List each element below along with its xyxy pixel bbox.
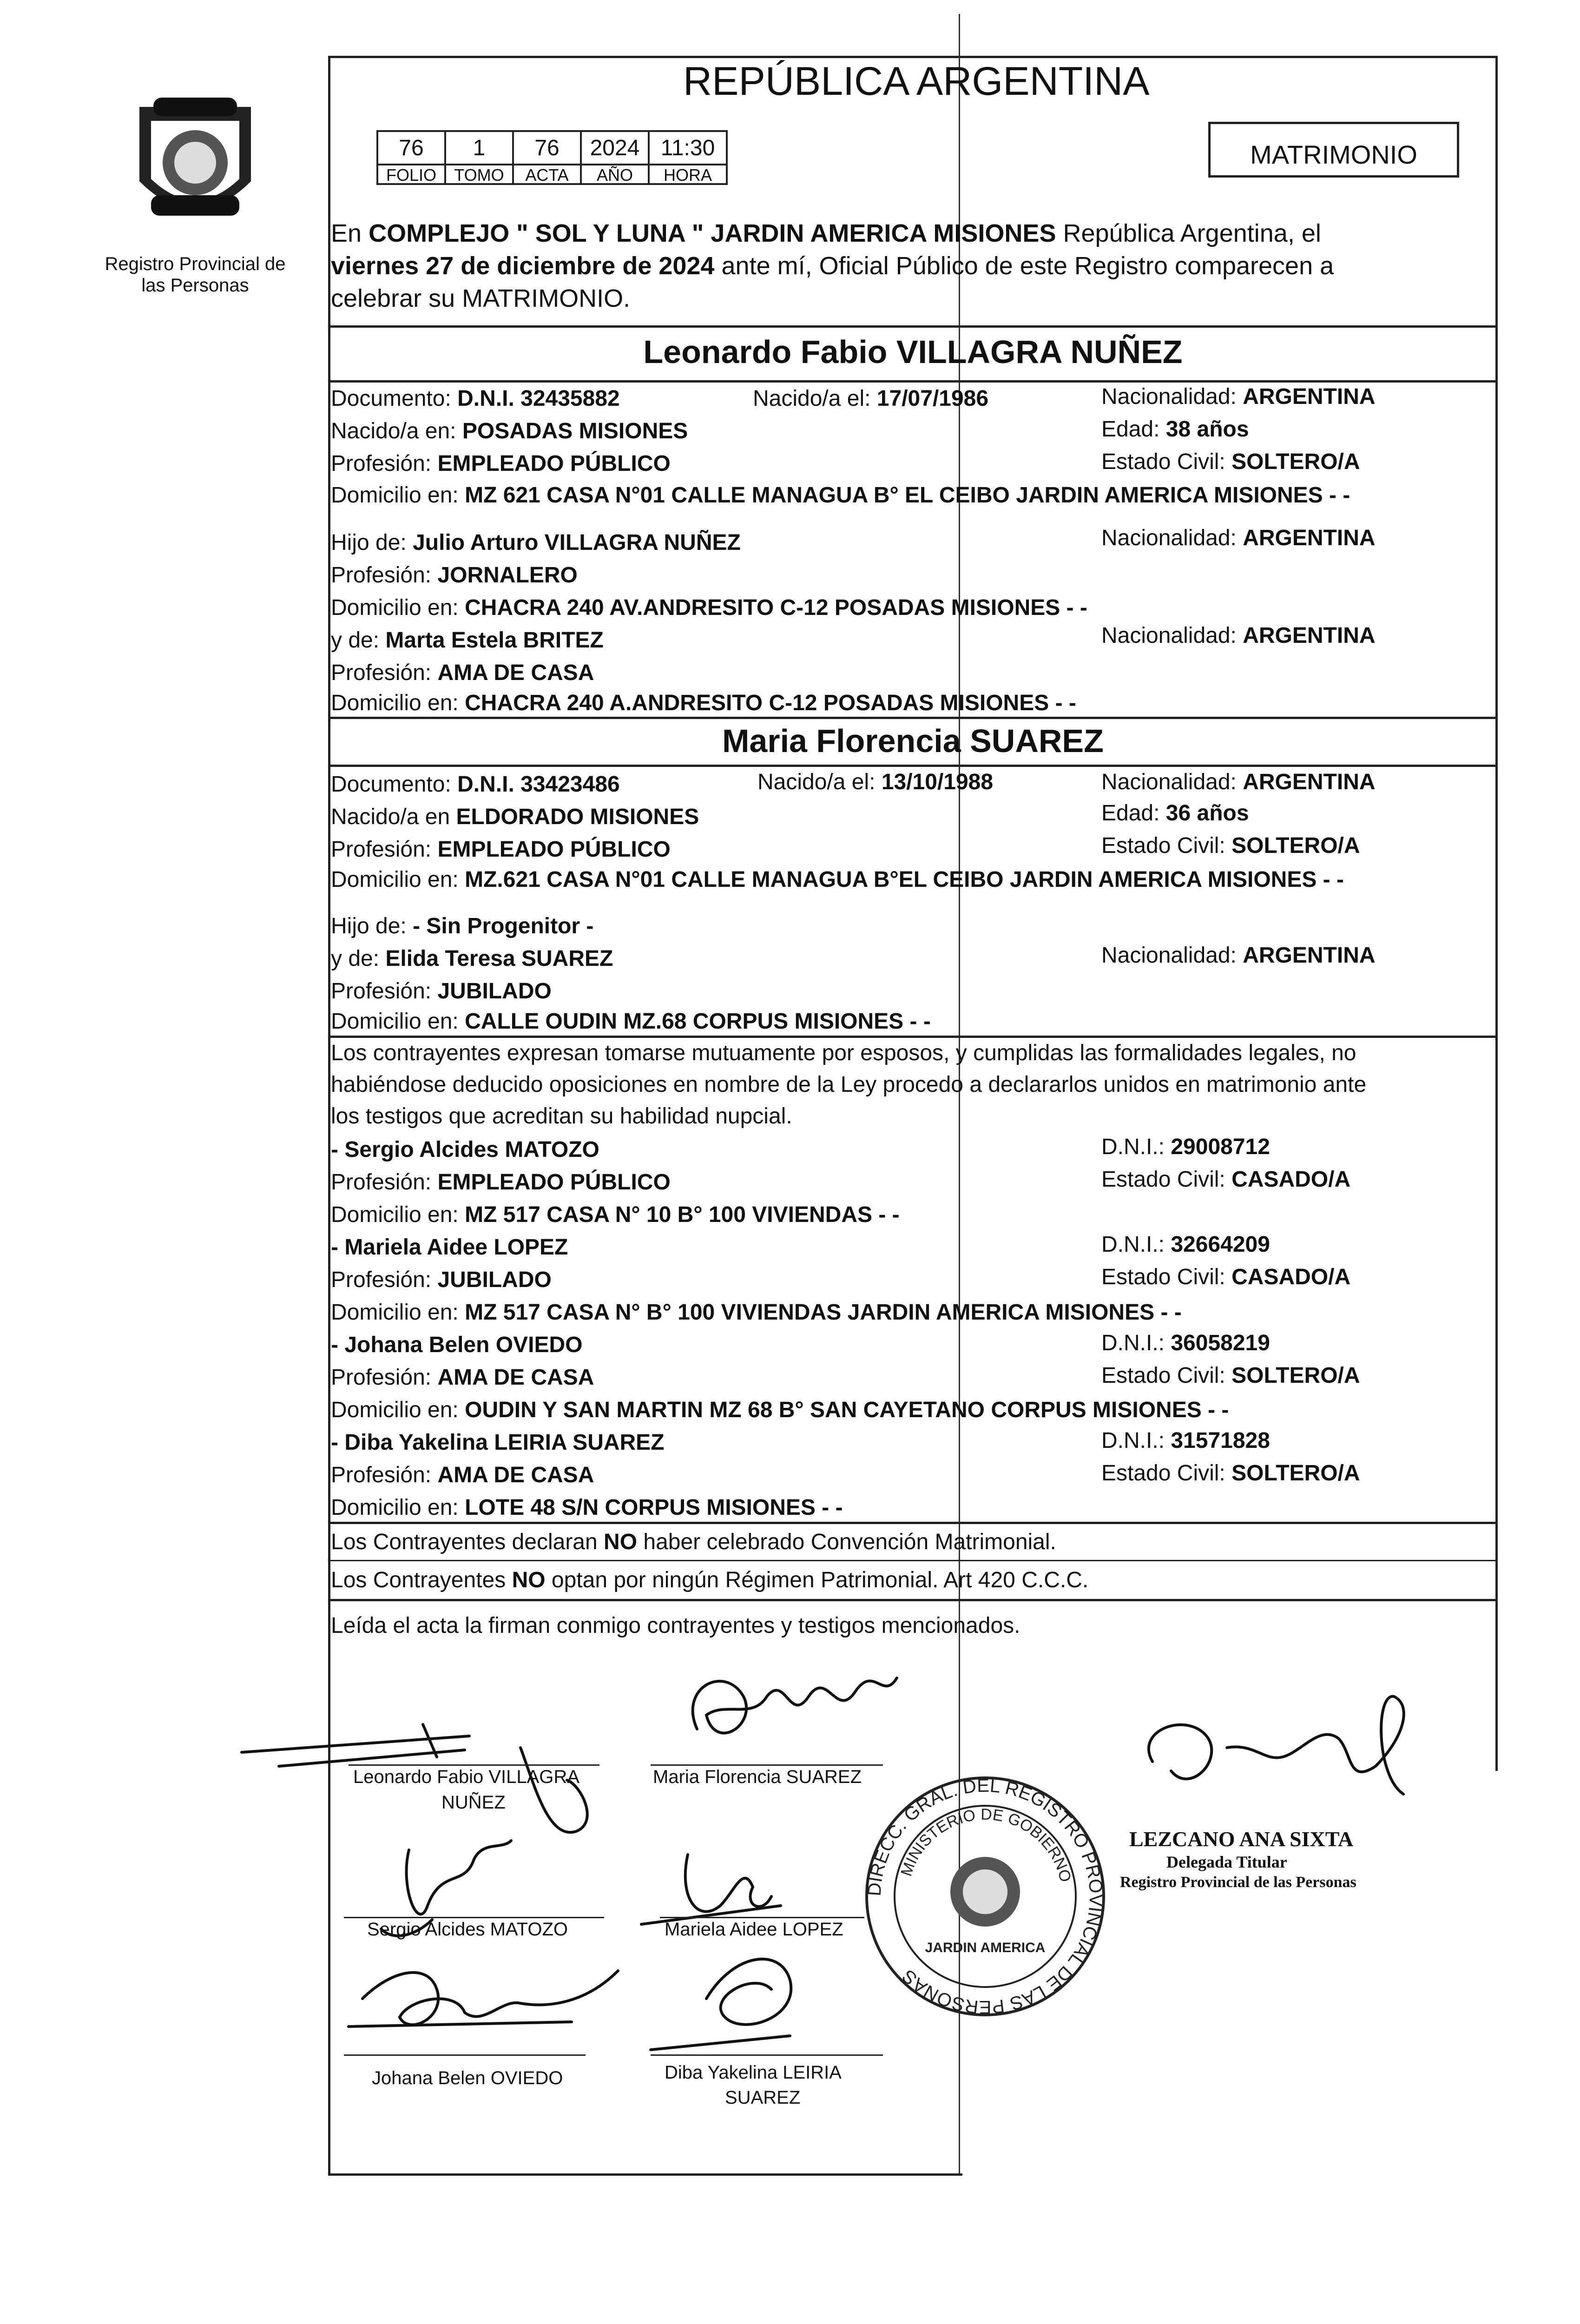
spouse2-profession: Profesión: EMPLEADO PÚBLICO [331,837,671,862]
spouse1-father-nationality: Nacionalidad: ARGENTINA [1101,526,1376,550]
witness4-dni: D.N.I.: 31571828 [1101,1428,1270,1453]
intro-line-2: viernes 27 de diciembre de 2024 ante mí, Oficial Público de este Registro comparecen a [331,252,1334,280]
signature-label-diba: Diba Yakelina LEIRIA [665,2062,842,2083]
witness2-profession: Profesión: JUBILADO [331,1268,552,1292]
record-acta-value: 76 [512,130,582,165]
signature-label-mariela: Mariela Aidee LOPEZ [665,1919,843,1940]
divider-agreement [328,1560,1498,1561]
witness2-dni: D.N.I.: 32664209 [1101,1232,1270,1257]
spouse2-address: Domicilio en: MZ.621 CASA N°01 CALLE MANAGUA B°EL CEIBO JARDIN AMERICA MISIONES - - [331,867,1344,892]
divider-spouse1 [328,717,1498,719]
signature-label-spouse2: Maria Florencia SUAREZ [653,1767,862,1787]
registry-name: Registro Provincial de las Personas [105,254,286,296]
witness3-profession: Profesión: AMA DE CASA [331,1365,594,1390]
witness2-address: Domicilio en: MZ 517 CASA N° B° 100 VIVIENDAS JARDIN AMERICA MISIONES - - [331,1300,1182,1325]
divider-intro [328,325,1498,328]
divider-spouse2-name [328,765,1498,767]
signature-label-diba-line2: SUAREZ [725,2087,801,2108]
record-tomo-value: 1 [444,130,514,165]
signature-label-johana: Johana Belen OVIEDO [372,2068,563,2088]
spouse2-birth-date: Nacido/a el: 13/10/1988 [757,770,994,794]
spouse2-mother-nationality: Nacionalidad: ARGENTINA [1101,943,1376,968]
spouse1-document: Documento: D.N.I. 32435882 [331,386,620,411]
spouse1-age: Edad: 38 años [1101,417,1249,442]
spouse2-age: Edad: 36 años [1101,801,1249,825]
divider-closing [328,1599,1498,1601]
witness3-address: Domicilio en: OUDIN Y SAN MARTIN MZ 68 B° SAN CAYETANO CORPUS MISIONES - - [331,1398,1229,1422]
official-org: Registro Provincial de las Personas [1120,1874,1356,1891]
record-folio-value: 76 [376,130,446,165]
frame-bottom-border [328,2173,962,2176]
spouse1-civil-status: Estado Civil: SOLTERO/A [1101,449,1360,474]
declaration-line-2: habiéndose deducido oposiciones en nombre de la Ley procedo a declararlos unidos en matrimonio ante [331,1072,1367,1097]
record-folio-label: FOLIO [376,164,446,185]
witness4-civil-status: Estado Civil: SOLTERO/A [1101,1461,1360,1486]
witness4-address: Domicilio en: LOTE 48 S/N CORPUS MISIONES - - [331,1495,843,1520]
signature-line-spouse2 [651,1764,883,1766]
spouse1-father-profession: Profesión: JORNALERO [331,563,578,588]
closing-statement: Leída el acta la firman conmigo contrayentes y testigos mencionados. [331,1613,1020,1638]
registry-seal [855,1766,1115,2027]
spouse2-name: Maria Florencia SUAREZ [722,723,1104,759]
seal-bottom-text: JARDIN AMERICA [925,1940,1046,1955]
witness4-name: - Diba Yakelina LEIRIA SUAREZ [331,1430,665,1455]
spouse1-mother: y de: Marta Estela BRITEZ [331,628,604,653]
intro-line-1: En COMPLEJO " SOL Y LUNA " JARDIN AMERICA MISIONES República Argentina, el [331,219,1321,247]
spouse2-nationality: Nacionalidad: ARGENTINA [1101,770,1376,794]
witness1-name: - Sergio Alcides MATOZO [331,1137,599,1162]
spouse2-birth-place: Nacido/a en ELDORADO MISIONES [331,805,699,829]
spouse2-mother-profession: Profesión: JUBILADO [331,979,552,1004]
country-title: REPÚBLICA ARGENTINA [683,59,1150,104]
agreement-convention: Los Contrayentes declaran NO haber celebrado Convención Matrimonial. [331,1530,1056,1554]
signature-line-johana [344,2054,586,2056]
spouse1-birth-place: Nacido/a en: POSADAS MISIONES [331,419,688,443]
witness4-profession: Profesión: AMA DE CASA [331,1463,594,1487]
witness3-dni: D.N.I.: 36058219 [1101,1331,1270,1355]
agreement-regime: Los Contrayentes NO optan por ningún Régimen Patrimonial. Art 420 C.C.C. [331,1568,1089,1592]
divider-spouse2 [328,1036,1498,1038]
official-role: Delegada Titular [1166,1853,1287,1871]
spouse1-address: Domicilio en: MZ 621 CASA N°01 CALLE MANAGUA B° EL CEIBO JARDIN AMERICA MISIONES - - [331,483,1350,508]
witness3-civil-status: Estado Civil: SOLTERO/A [1101,1363,1360,1388]
record-hora-value: 11:30 [648,130,728,165]
record-acta-label: ACTA [512,164,582,185]
spouse1-mother-nationality: Nacionalidad: ARGENTINA [1101,623,1376,648]
intro-line-3: celebrar su MATRIMONIO. [331,284,631,312]
declaration-line-1: Los contrayentes expresan tomarse mutuamente por esposos, y cumplidas las formalidades legales, no [331,1041,1356,1065]
signature-line-spouse1 [349,1764,599,1766]
witness3-name: - Johana Belen OVIEDO [331,1333,583,1357]
signature-line-sergio [344,1917,604,1918]
spouse2-document: Documento: D.N.I. 33423486 [331,772,620,797]
declaration-line-3: los testigos que acreditan su habilidad nupcial. [331,1104,792,1129]
divider-witnesses [328,1522,1498,1524]
record-ano-label: AÑO [580,164,650,185]
signature-line-mariela [660,1917,864,1918]
spouse1-birth-date: Nacido/a el: 17/07/1986 [753,386,989,411]
witness2-civil-status: Estado Civil: CASADO/A [1101,1265,1351,1289]
registry-logo [125,88,265,237]
spouse1-father-address: Domicilio en: CHACRA 240 AV.ANDRESITO C-12 POSADAS MISIONES - - [331,595,1087,620]
frame-right-border [1495,56,1498,1771]
official-name: LEZCANO ANA SIXTA [1129,1827,1354,1851]
divider-spouse1-name [328,380,1498,383]
seal-inner-text: MINISTERIO DE GOBIERNO [897,1805,1075,1884]
spouse1-nationality: Nacionalidad: ARGENTINA [1101,384,1376,409]
witness1-address: Domicilio en: MZ 517 CASA N° 10 B° 100 VIVIENDAS - - [331,1202,900,1227]
witness1-dni: D.N.I.: 29008712 [1101,1135,1270,1159]
record-hora-label: HORA [648,164,728,185]
spouse1-mother-address: Domicilio en: CHACRA 240 A.ANDRESITO C-12 POSADAS MISIONES - - [331,691,1076,715]
seal-outer-text: DIRECC. GRAL. DEL REGISTRO PROVINCIAL DE LAS PERSONAS [864,1775,1106,2018]
witness1-civil-status: Estado Civil: CASADO/A [1101,1167,1351,1192]
signature-label-spouse1-line2: NUÑEZ [441,1792,506,1813]
record-ano-value: 2024 [580,130,650,165]
spouse2-father: Hijo de: - Sin Progenitor - [331,914,594,938]
witness1-profession: Profesión: EMPLEADO PÚBLICO [331,1170,671,1195]
spouse2-mother: y de: Elida Teresa SUAREZ [331,946,613,971]
signature-label-sergio: Sergio Alcides MATOZO [367,1919,568,1940]
signature-label-spouse1: Leonardo Fabio VILLAGRA [353,1767,579,1787]
spouse1-mother-profession: Profesión: AMA DE CASA [331,660,594,685]
official-stamp [1120,1827,1356,1893]
witness2-name: - Mariela Aidee LOPEZ [331,1235,568,1260]
act-type: MATRIMONIO [1250,140,1417,169]
spouse1-father: Hijo de: Julio Arturo VILLAGRA NUÑEZ [331,530,741,555]
spouse2-mother-address: Domicilio en: CALLE OUDIN MZ.68 CORPUS MISIONES - - [331,1009,931,1034]
spouse2-civil-status: Estado Civil: SOLTERO/A [1101,833,1360,858]
record-tomo-label: TOMO [444,164,514,185]
spouse1-name: Leonardo Fabio VILLAGRA NUÑEZ [643,334,1183,370]
spouse1-profession: Profesión: EMPLEADO PÚBLICO [331,451,671,476]
signature-line-diba [651,2054,883,2056]
